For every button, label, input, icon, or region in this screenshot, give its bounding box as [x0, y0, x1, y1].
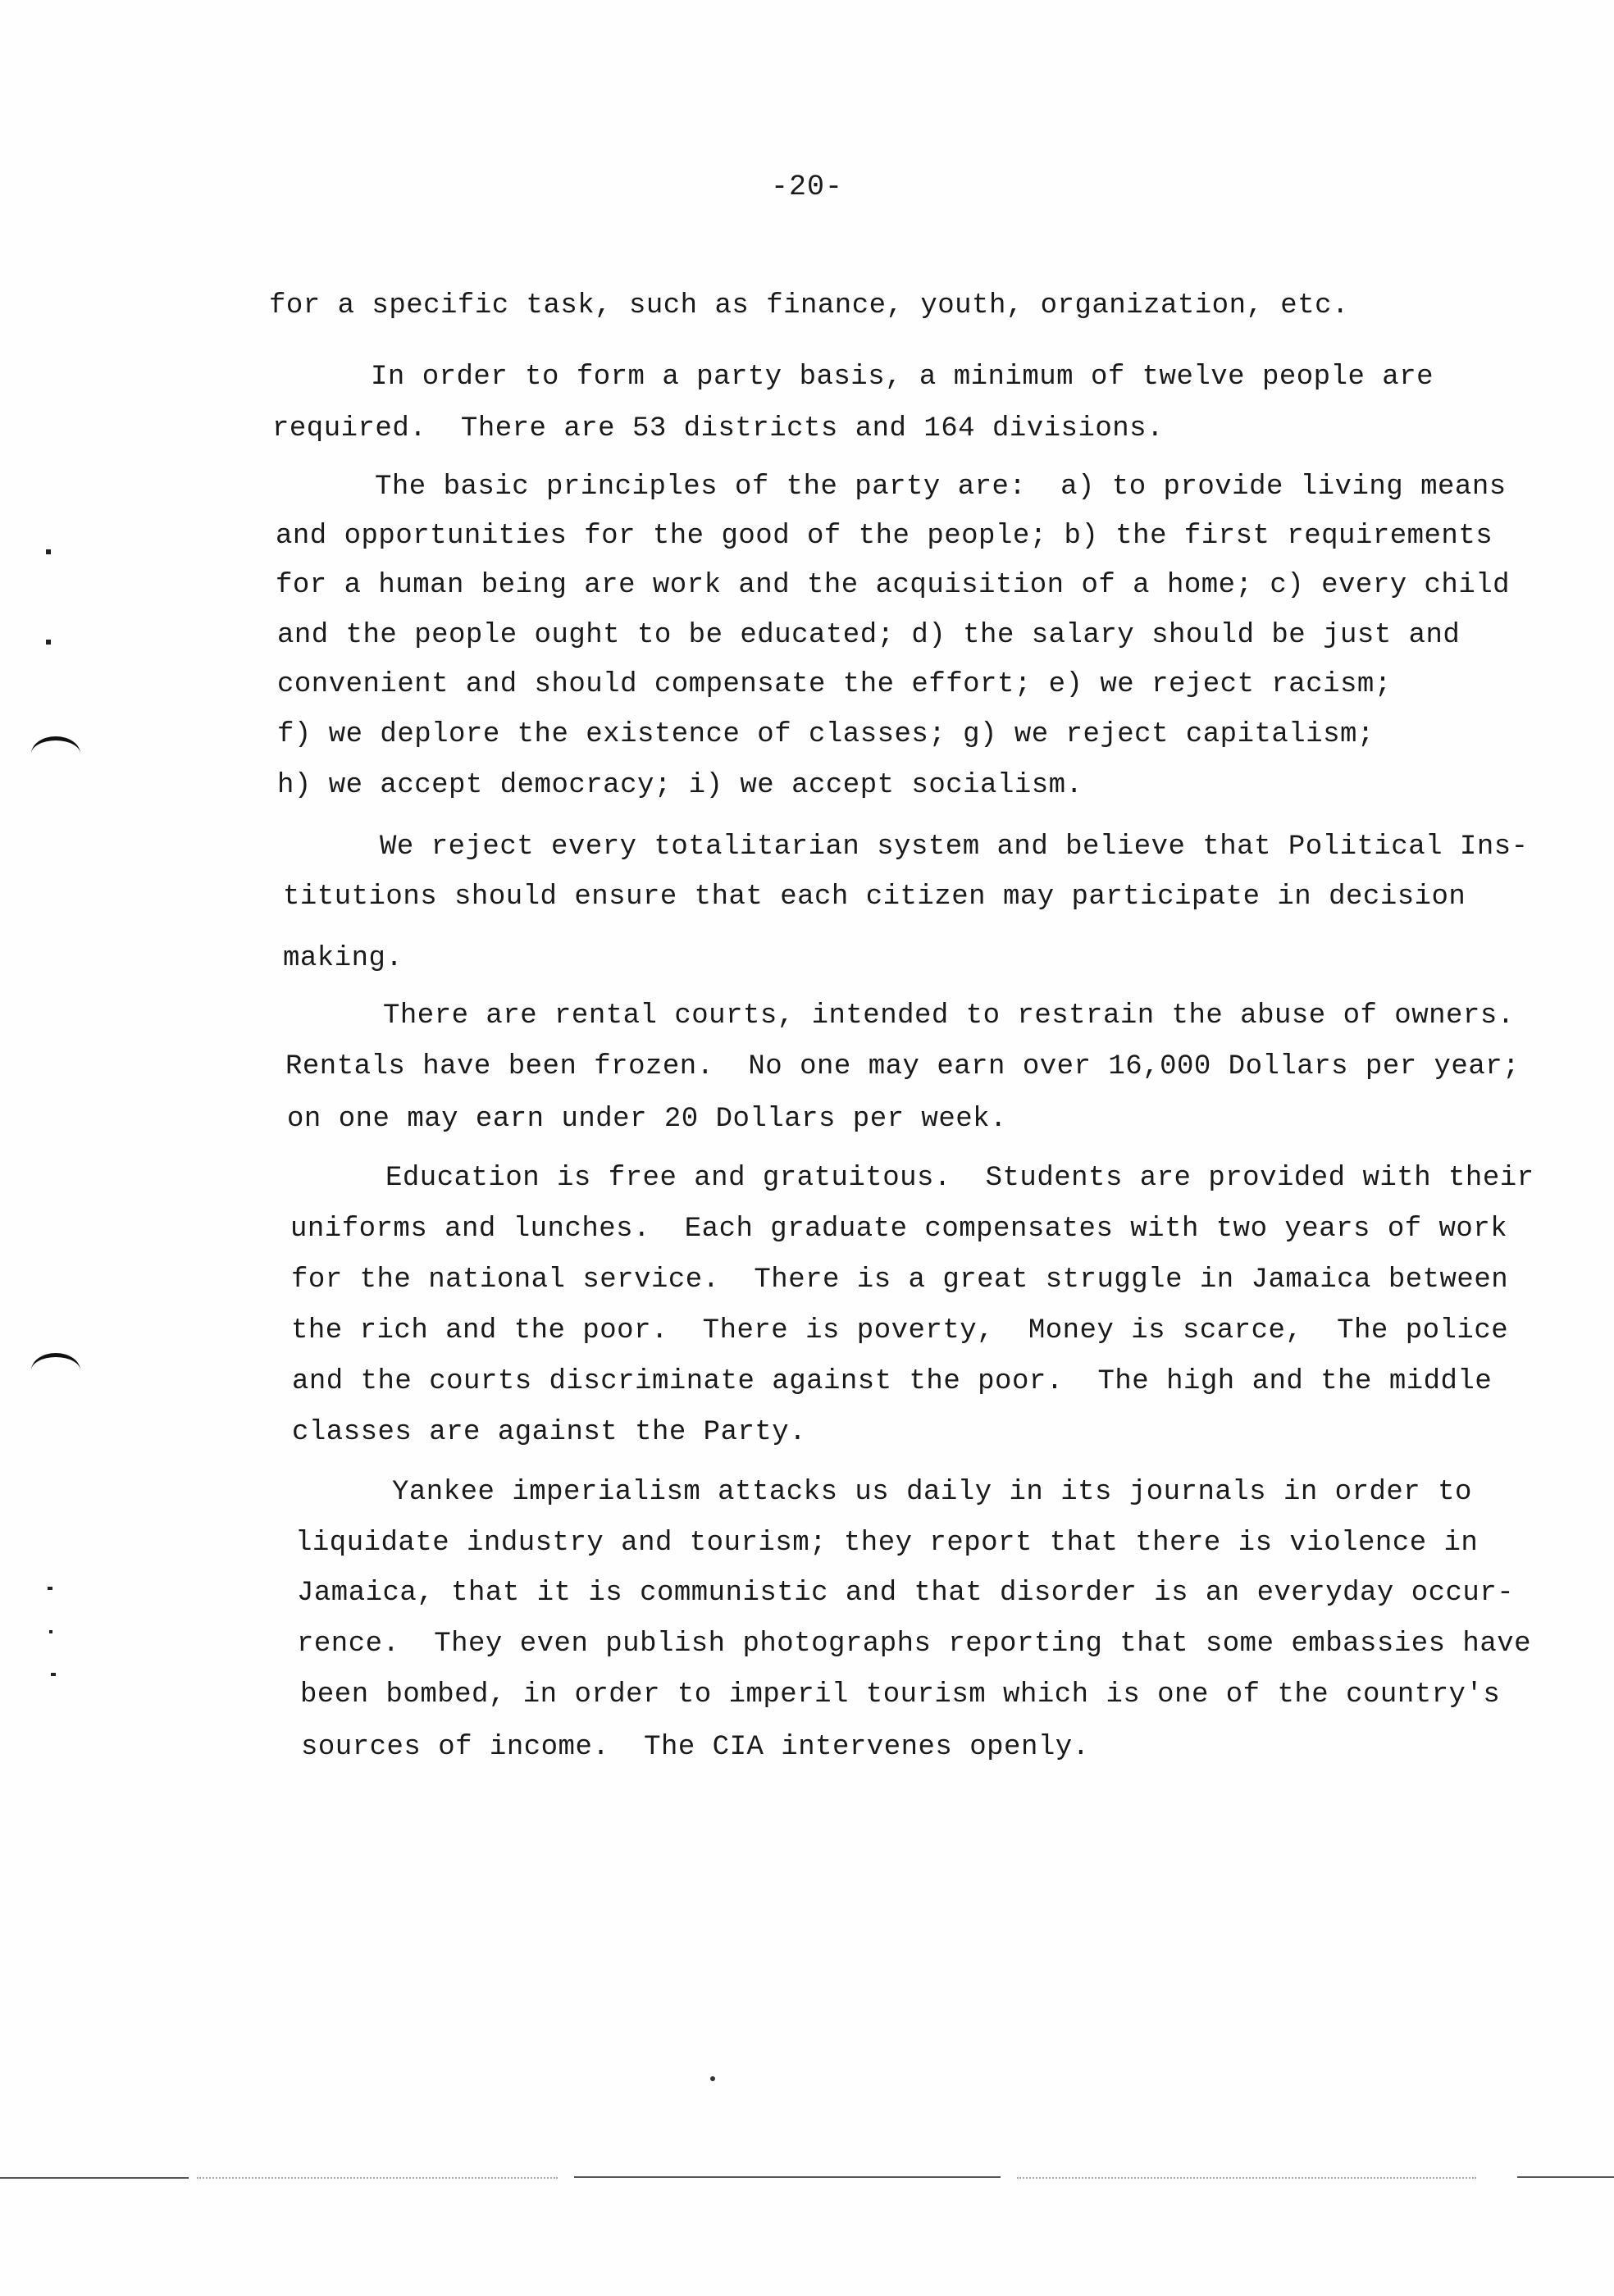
- text-line: required. There are 53 districts and 164 divisions.: [272, 413, 1164, 444]
- text-line: and the people ought to be educated; d) the salary should be just and: [277, 620, 1461, 651]
- text-line: The basic principles of the party are: a) to provide living means: [375, 472, 1507, 503]
- text-line: sources of income. The CIA intervenes openly.: [301, 1732, 1090, 1763]
- margin-dot: [51, 1673, 56, 1676]
- text-line: rence. They even publish photographs reporting that some embassies have: [297, 1629, 1532, 1660]
- text-line: There are rental courts, intended to restrain the abuse of owners.: [383, 1000, 1515, 1032]
- text-line: for the national service. There is a great struggle in Jamaica between: [291, 1264, 1509, 1296]
- margin-arc-mark: [31, 1353, 80, 1388]
- bottom-rule: [0, 2177, 189, 2179]
- text-line: the rich and the poor. There is poverty, Money is scarce, The police: [291, 1315, 1509, 1346]
- bottom-rule: [1017, 2177, 1476, 2179]
- margin-dot: [46, 640, 51, 645]
- text-line: h) we accept democracy; i) we accept socialism.: [277, 770, 1083, 801]
- text-line: titutions should ensure that each citizen may participate in decision: [283, 882, 1466, 913]
- margin-dot: [46, 549, 51, 554]
- text-line: We reject every totalitarian system and believe that Political Ins-: [380, 831, 1529, 863]
- text-line: Education is free and gratuitous. Students are provided with their: [385, 1163, 1534, 1194]
- text-line: for a specific task, such as finance, youth, organization, etc.: [269, 290, 1349, 321]
- text-line: on one may earn under 20 Dollars per week.: [287, 1104, 1007, 1135]
- text-line: liquidate industry and tourism; they report that there is violence in: [295, 1528, 1479, 1559]
- text-line: and the courts discriminate against the poor. The high and the middle: [292, 1366, 1493, 1397]
- page-number: -20-: [770, 171, 843, 203]
- text-line: convenient and should compensate the effort; e) we reject racism;: [277, 669, 1392, 700]
- text-line: and opportunities for the good of the people; b) the first requirements: [276, 521, 1493, 552]
- margin-dot: [48, 1587, 52, 1590]
- margin-arc-mark: [31, 736, 80, 772]
- text-line: Yankee imperialism attacks us daily in its journals in order to: [392, 1477, 1472, 1508]
- text-line: making.: [283, 943, 404, 974]
- text-line: f) we deplore the existence of classes; g) we reject capitalism;: [277, 719, 1375, 750]
- stray-mark: [710, 2076, 715, 2081]
- text-line: Jamaica, that it is communistic and that disorder is an everyday occur-: [297, 1578, 1515, 1609]
- margin-dot: [49, 1630, 52, 1633]
- bottom-rule: [1517, 2176, 1614, 2178]
- text-line: Rentals have been frozen. No one may earn over 16,000 Dollars per year;: [285, 1051, 1521, 1082]
- text-line: In order to form a party basis, a minimum of twelve people are: [371, 362, 1434, 393]
- text-line: uniforms and lunches. Each graduate compensates with two years of work: [290, 1214, 1508, 1245]
- text-line: for a human being are work and the acquisition of a home; c) every child: [276, 570, 1511, 601]
- bottom-rule: [574, 2176, 1001, 2178]
- text-line: been bombed, in order to imperil tourism which is one of the country's: [300, 1679, 1501, 1711]
- bottom-rule: [197, 2177, 558, 2179]
- text-line: classes are against the Party.: [292, 1417, 807, 1448]
